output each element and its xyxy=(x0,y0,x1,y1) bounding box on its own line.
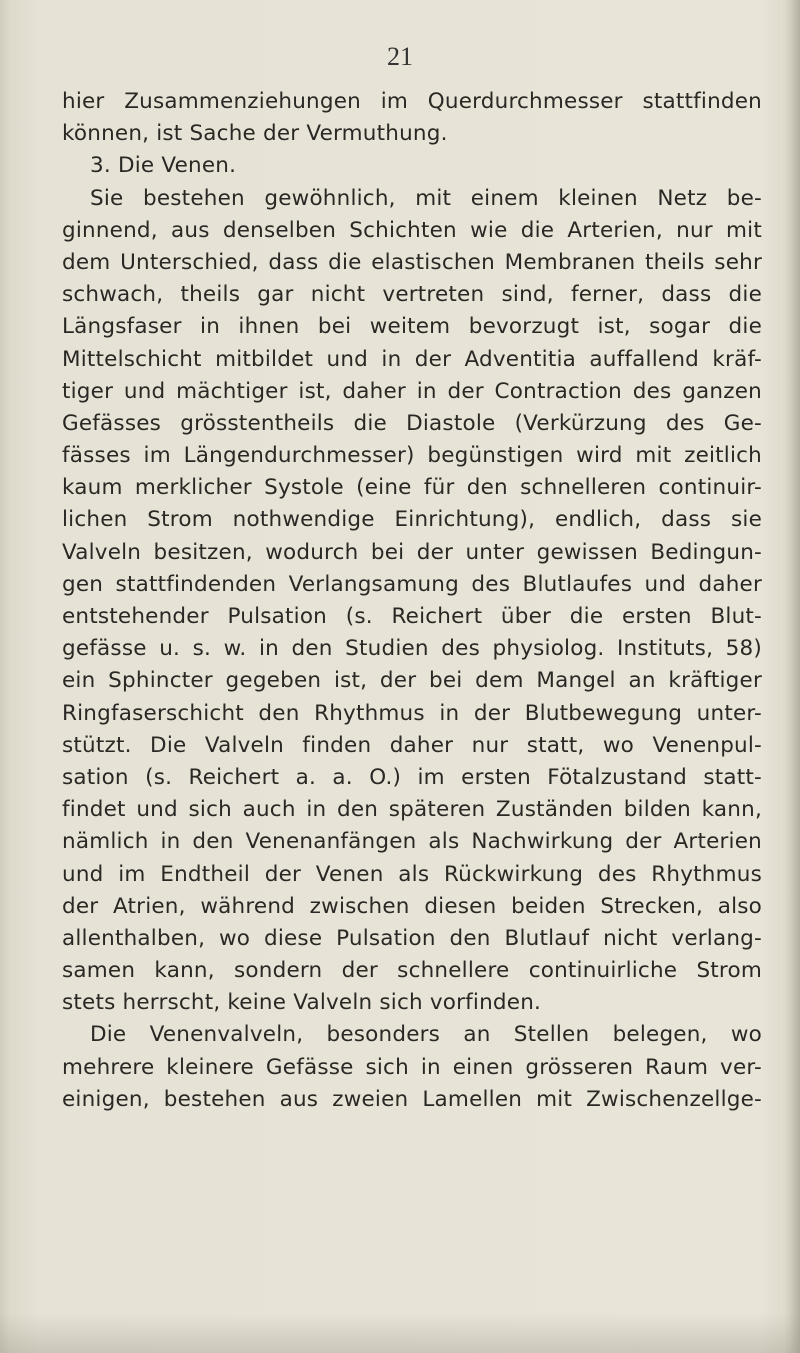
text-line: schwach, theils gar nicht vertreten sind, ferner, dass die xyxy=(62,282,762,308)
text-line: fässes im Längendurchmesser) begünstigen wird mit zeitlich xyxy=(62,443,762,469)
text-line: entstehender Pulsation (s. Reichert über die ersten Blut- xyxy=(62,604,762,629)
text-line: ein Sphincter gegeben ist, der bei dem Mangel an kräftiger xyxy=(62,668,762,694)
text-line: nämlich in den Venenanfängen als Nachwirkung der Arterien xyxy=(62,829,762,855)
body-text xyxy=(62,86,762,1116)
text-line: einigen, bestehen aus zweien Lamellen mit Zwischenzellge- xyxy=(62,1086,762,1112)
text-line: gen stattfindenden Verlangsamung des Blutlaufes und daher xyxy=(62,571,762,597)
page-bottom-shadow xyxy=(0,1313,800,1353)
text-line: kaum merklicher Systole (eine für den schnelleren continuir- xyxy=(62,475,762,501)
text-line: allenthalben, wo diese Pulsation den Blutlauf nicht verlang- xyxy=(62,925,762,951)
text-line: sation (s. Reichert a. a. O.) im ersten Fötalzustand statt- xyxy=(62,764,762,790)
text-line: können, ist Sache der Vermuthung. xyxy=(62,121,448,147)
page-number: 21 xyxy=(387,42,413,71)
text-line: stets herrscht, keine Valveln sich vorfinden. xyxy=(62,990,542,1016)
text-line: findet und sich auch in den späteren Zuständen bilden kann, xyxy=(62,797,762,823)
text-line: und im Endtheil der Venen als Rückwirkung des Rhythmus xyxy=(62,861,762,887)
text-line: Mittelschicht mitbildet und in der Adventitia auffallend kräf- xyxy=(62,346,762,372)
text-line: Gefässes grösstentheils die Diastole (Verkürzung des Ge- xyxy=(62,410,762,436)
page-edge-shadow xyxy=(784,0,800,1353)
text-line: der Atrien, während zwischen diesen beiden Strecken, also xyxy=(62,893,762,919)
text-line: Sie bestehen gewöhnlich, mit einem kleinen Netz be- xyxy=(90,185,762,211)
text-line: gefässe u. s. w. in den Studien des physiolog. Instituts, 58) xyxy=(62,636,762,662)
text-line: samen kann, sondern der schnellere continuirliche Strom xyxy=(62,958,762,984)
text-line: mehrere kleinere Gefässe sich in einen grösseren Raum ver- xyxy=(62,1054,762,1080)
text-line: Die Venenvalveln, besonders an Stellen belegen, wo xyxy=(90,1022,762,1048)
section-heading: 3. Die Venen. xyxy=(90,153,237,179)
text-line: ginnend, aus denselben Schichten wie die Arterien, nur mit xyxy=(62,217,762,243)
text-line: stützt. Die Valveln finden daher nur statt, wo Venenpul- xyxy=(62,732,762,758)
text-line: lichen Strom nothwendige Einrichtung), endlich, dass sie xyxy=(62,507,762,533)
text-line: dem Unterschied, dass die elastischen Membranen theils sehr xyxy=(62,249,762,275)
text-line: tiger und mächtiger ist, daher in der Contraction des ganzen xyxy=(62,378,762,404)
text-line: hier Zusammenziehungen im Querdurchmesser stattfinden xyxy=(62,89,762,114)
text-line: Längsfaser in ihnen bei weitem bevorzugt ist, sogar die xyxy=(62,314,762,340)
text-line: Ringfaserschicht den Rhythmus in der Blutbewegung unter- xyxy=(62,700,762,726)
text-line: Valveln besitzen, wodurch bei der unter gewissen Bedingun- xyxy=(62,539,762,565)
